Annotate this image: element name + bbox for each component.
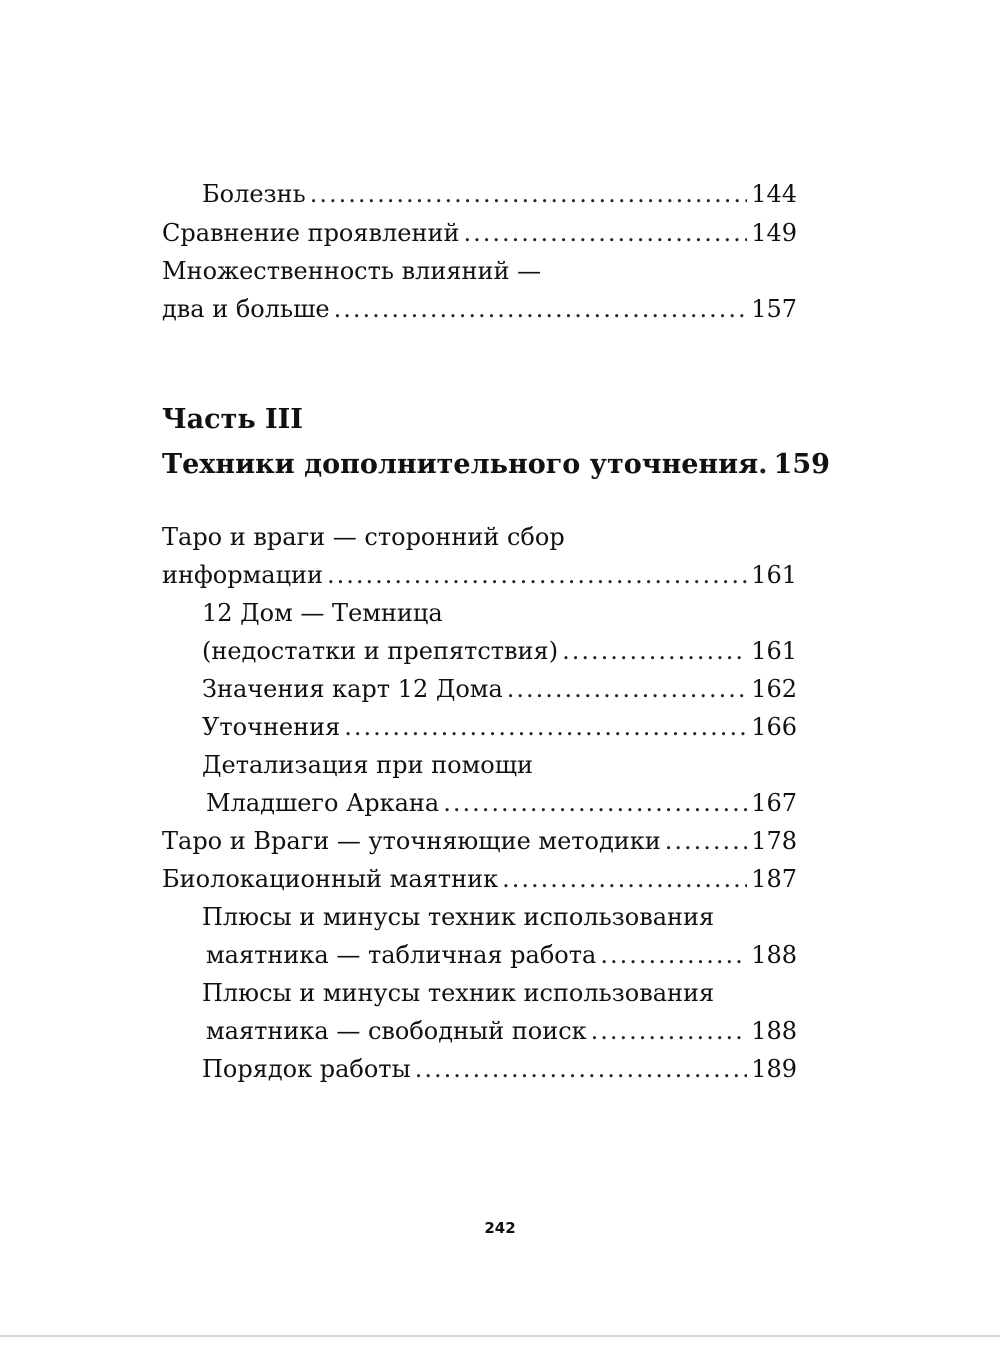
toc-entry-title: 12 Дом — Темница	[202, 599, 443, 627]
toc-entry-page: 187	[751, 865, 797, 893]
toc-entry-title: два и больше	[162, 295, 330, 323]
page-number: 242	[484, 1219, 516, 1237]
toc-entry	[202, 632, 797, 670]
toc-entry-page: 144	[751, 180, 797, 208]
toc-entry-title: Плюсы и минусы техник использования	[202, 979, 715, 1007]
toc-entry-page: 167	[751, 789, 797, 817]
toc-entry-title: Биолокационный маятник	[162, 865, 499, 893]
toc-entry-title: Значения карт 12 Дома	[202, 675, 503, 703]
toc-entry-page: 188	[751, 941, 797, 969]
toc-entry	[202, 175, 797, 213]
toc-entry	[202, 1050, 797, 1088]
toc-leader-dots	[665, 822, 747, 860]
toc-entry	[202, 974, 797, 1012]
toc-leader-dots	[502, 860, 747, 898]
toc-leader-dots	[310, 175, 748, 213]
part-title: Техники дополнительного уточнения	[162, 449, 759, 480]
toc-entry	[162, 518, 797, 556]
toc-entry-page: 166	[751, 713, 797, 741]
toc-entry	[162, 214, 797, 252]
toc-entry	[162, 252, 797, 290]
toc-entry-page: 188	[751, 1017, 797, 1045]
part-title-line	[162, 445, 830, 485]
toc-entry-page: 162	[751, 675, 797, 703]
toc-leader-dots	[344, 708, 747, 746]
toc-entry-title: маятника — свободный поиск	[206, 1017, 587, 1045]
toc-entry	[206, 936, 797, 974]
toc-leader-dots	[327, 556, 747, 594]
toc-leader-dots	[463, 214, 747, 252]
toc-entry	[162, 556, 797, 594]
toc-entry-page: 178	[751, 827, 797, 855]
toc-leader-dots	[562, 632, 747, 670]
toc-entry-title: Болезнь	[202, 180, 306, 208]
toc-entry-title: информации	[162, 561, 323, 589]
toc-leader-dots	[600, 936, 747, 974]
toc-entry-title: Порядок работы	[202, 1055, 411, 1083]
toc-entry	[202, 594, 797, 632]
toc-entry-page: 189	[751, 1055, 797, 1083]
toc-entry-page: 161	[751, 637, 797, 665]
toc-entry	[202, 708, 797, 746]
toc-entry	[202, 670, 797, 708]
toc-leader-dots	[591, 1012, 748, 1050]
toc-entry-title: Плюсы и минусы техник использования	[202, 903, 715, 931]
toc-entry-title: Таро и враги — сторонний сбор	[162, 523, 565, 551]
toc-leader-dots	[415, 1050, 748, 1088]
toc-entry-title: (недостатки и препятствия)	[202, 637, 559, 665]
toc-entry	[202, 746, 797, 784]
part-label-text: Часть III	[162, 404, 303, 435]
toc-entry-title: Множественность влияний —	[162, 257, 542, 285]
toc-entry	[162, 860, 797, 898]
toc-entry	[202, 898, 797, 936]
toc-entry-title: Младшего Аркана	[206, 789, 440, 817]
toc-entry	[162, 822, 797, 860]
toc-entry-page: 161	[751, 561, 797, 589]
toc-entry	[206, 784, 797, 822]
toc-leader-dots	[443, 784, 747, 822]
toc-entry-title: Таро и Враги — уточняющие методики	[162, 827, 661, 855]
toc-leader-dots	[334, 290, 748, 328]
toc-entry-page: 149	[751, 219, 797, 247]
part-page: 159	[773, 449, 830, 480]
toc-entry	[206, 1012, 797, 1050]
toc-entry-title: Сравнение проявлений	[162, 219, 460, 247]
toc-entry-title: Уточнения	[202, 713, 341, 741]
toc-entry-title: маятника — табличная работа	[206, 941, 597, 969]
page-bottom-rule	[0, 1335, 1000, 1337]
toc-leader-dots	[507, 670, 747, 708]
toc-entry-title: Детализация при помощи	[202, 751, 533, 779]
part-label	[162, 400, 797, 440]
toc-entry-page: 157	[751, 295, 797, 323]
toc-leader-dots	[758, 445, 767, 485]
toc-entry	[162, 290, 797, 328]
